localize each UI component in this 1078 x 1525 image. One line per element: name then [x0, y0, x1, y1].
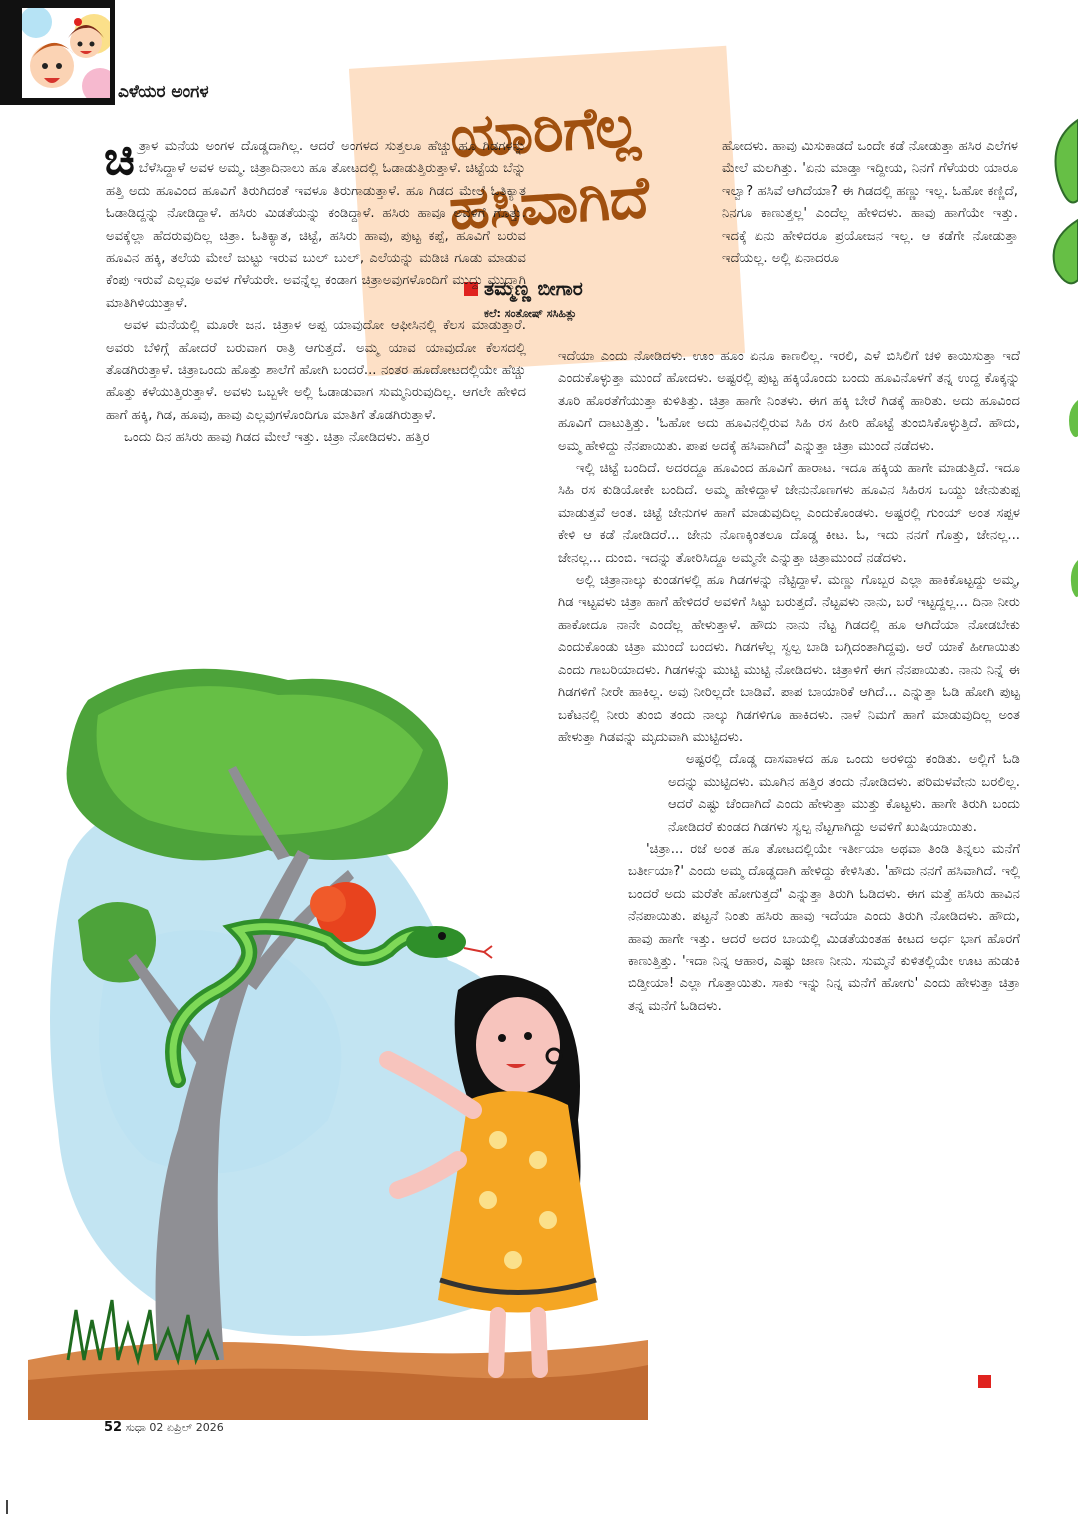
side-leaf-decoration — [1038, 100, 1078, 740]
issue-info: ಸುಧಾ 02 ಏಪ್ರಿಲ್ 2026 — [125, 1421, 224, 1434]
paragraph-1 — [104, 131, 526, 315]
story-title-line1: ಯಾರಿಗೆಲ್ಲ — [448, 91, 642, 171]
kids-logo-icon — [22, 8, 110, 98]
page-footer — [104, 1420, 224, 1435]
art-credit: ಕಲೆ: ಸಂತೋಷ್ ಸಸಿಹಿತ್ಲು — [484, 307, 577, 320]
page-number: 52 — [104, 1420, 123, 1435]
drop-cap: ಚಿ — [104, 131, 135, 185]
story-title-line2: ಹಸಿವಾಗಿದೆ — [447, 162, 652, 243]
paragraph-1-text: ತ್ರಾಳ ಮನೆಯ ಅಂಗಳ ದೊಡ್ಡದಾಗಿಲ್ಲ. ಆದರೆ ಅಂಗಳದ ಸುತ್ತಲೂ ಹೆಚ್ಚು ಹೂ ಗಿಡಗಳನ್ನು ಬೆಳೆಸಿದ್ದಾಳೆ ಅವಳ ಅಮ್ಮ. ಚಿತ್ರಾದಿನಾಲು ಹೂ ತೋಟದಲ್ಲಿ ಓಡಾಡುತ್ತಿರುತ್ತಾಳೆ. ಚಿಟ್ಟೆಯ ಬೆನ್ನು ಹತ್ತಿ ಅದು ಹೂವಿಂದ ಹೂವಿಗೆ ತಿರುಗಿದಂತೆ ಇವಳೂ ತಿರುಗಾಡುತ್ತಾಳೆ. ಹೂ ಗಿಡದ ಮೇಲೆ ಓತಿಕ್ಯಾತ ಓಡಾಡಿದ್ದನ್ನು ನೋಡಿದ್ದಾಳೆ. ಹಸಿರು ಮಿಡತೆಯನ್ನು ಕಂಡಿದ್ದಾಳೆ. ಹಸಿರು ಹಾವೂ ಅವಳಿಗೆ ಗೊತ್ತು. ಅವಕ್ಕೆಲ್ಲಾ ಹೆದರುವುದಿಲ್ಲ ಚಿತ್ರಾ. ಓತಿಕ್ಯಾತ, ಚಿಟ್ಟೆ, ಹಸಿರು ಹಾವು, ಪುಟ್ಟ ಕಪ್ಪೆ, ಹೂವಿಗೆ ಬರುವ ಹೂವಿನ ಹಕ್ಕಿ, ತಲೆಯ ಮೇಲೆ ಜುಟ್ಟು ಇರುವ ಬುಲ್ ಬುಲ್, ಎಲೆಯನ್ನು ಮಡಿಚಿ ಗೂಡು ಮಾಡುವ ಕೆಂಪು ಇರುವೆ ಎಲ್ಲವೂ ಅವಳ ಗೆಳೆಯರೇ. ಅವನ್ನೆಲ್ಲ ಕಂಡಾಗ ಚಿತ್ರಾಅವುಗಳೊಂದಿಗೆ ಮುದ್ದು ಮುದ್ದಾಗಿ ಮಾತಿಗಿಳಿಯುತ್ತಾಳೆ. — [106, 139, 526, 311]
paragraph-5: ಇಲ್ಲಿ ಚಿಟ್ಟೆ ಬಂದಿದೆ. ಅದರದ್ದೂ ಹೂವಿಂದ ಹೂವಿಗೆ ಹಾರಾಟ. ಇದೂ ಹಕ್ಕಿಯ ಹಾಗೇ ಮಾಡುತ್ತಿದೆ. ಇದೂ ಸಿಹಿ ರಸ ಕುಡಿಯೋಕೇ ಬಂದಿದೆ. ಅಮ್ಮ ಹೇಳಿದ್ದಾಳೆ ಜೇನುನೊಣಗಳು ಹೂವಿನ ಸಿಹಿರಸ ಒಯ್ದು ಜೇನುತುಪ್ಪ ಮಾಡುತ್ತವೆ ಅಂತ. ಚಿಟ್ಟೆ ಜೇನುಗಳ ಹಾಗೆ ಮಾಡುವುದಿಲ್ಲ ಎಂದುಕೊಂಡಳು. ಅಷ್ಟರಲ್ಲಿ ಗುಂಯ್ ಅಂತ ಸಪ್ಪಳ ಕೇಳಿ ಆ ಕಡೆ ನೋಡಿದರೆ... ಜೇನು ನೊಣಕ್ಕಿಂತಲೂ ದೊಡ್ಡ ಕೀಟ. ಓ, ಇದು ನನಗೆ ಗೊತ್ತು, ಜೇನಲ್ಲ... ಜೇನಲ್ಲ... ದುಂಬಿ. ಇದನ್ನು ತೋರಿಸಿದ್ದೂ ಅಮ್ಮನೇ ಎನ್ನುತ್ತಾ ಚಿತ್ರಾಮುಂದೆ ನಡೆದಳು. — [558, 461, 1020, 566]
right-column-top: ಹೋದಳು. ಹಾವು ಮಿಸುಕಾಡದೆ ಒಂದೇ ಕಡೆ ನೋಡುತ್ತಾ ಹಸಿರ ಎಲೆಗಳ ಮೇಲೆ ಮಲಗಿತ್ತು. 'ಏನು ಮಾಡ್ತಾ ಇದ್ದೀಯ, ನಿನಗೆ ಗೆಳೆಯರು ಯಾರೂ ಇಲ್ವಾ? ಹಸಿವೆ ಆಗಿದೆಯಾ? ಈ ಗಿಡದಲ್ಲಿ ಹಣ್ಣು ಇಲ್ಲ. ಓಹೋ ಕಣ್ಣಿದೆ, ನಿನಗೂ ಕಾಣುತ್ತಲ್ಲ' ಎಂದೆಲ್ಲ ಹೇಳಿದಳು. ಹಾವು ಹಾಗೆಯೇ ಇತ್ತು. ಇದಕ್ಕೆ ಏನು ಹೇಳಿದರೂ ಪ್ರಯೋಜನ ಇಲ್ಲ. ಆ ಕಡೆಗೇ ನೋಡುತ್ತಾ ಇದೆಯಲ್ಲ. ಅಲ್ಲಿ ಏನಾದರೂ — [722, 139, 1018, 267]
end-marker-icon — [978, 1375, 991, 1388]
paragraph-6: ಅಲ್ಲಿ ಚಿತ್ರಾನಾಲ್ಕು ಕುಂಡಗಳಲ್ಲಿ ಹೂ ಗಿಡಗಳನ್ನು ನೆಟ್ಟಿದ್ದಾಳೆ. ಮಣ್ಣು ಗೊಬ್ಬರ ಎಲ್ಲಾ ಹಾಕಿಕೊಟ್ಟದ್ದು ಅಮ್ಮ, ಗಿಡ ಇಟ್ಟವಳು ಚಿತ್ರಾ ಹಾಗೆ ಹೇಳಿದರೆ ಅವಳಿಗೆ ಸಿಟ್ಟು ಬರುತ್ತದೆ. ನೆಟ್ಟವಳು ನಾನು, ಬರೆ ಇಟ್ಟದ್ದಲ್ಲ... ದಿನಾ ನೀರು ಹಾಕೋದೂ ನಾನೇ ಎಂದೆಲ್ಲ ಹೇಳುತ್ತಾಳೆ. ಹೌದು ನಾನು ನೆಟ್ಟ ಗಿಡದಲ್ಲಿ ಹೂ ಆಗಿದೆಯಾ ನೋಡಬೇಕು ಎಂದುಕೊಂಡು ಚಿತ್ರಾ ಮುಂದೆ ಬಂದಳು. ಗಿಡಗಳೆಲ್ಲ ಸ್ವಲ್ಪ ಬಾಡಿ ಬಗ್ಗಿದಂತಾಗಿದ್ದವು. ಅರೆ ಯಾಕೆ ಹೀಗಾಯಿತು ಎಂದು ಗಾಬರಿಯಾದಳು. ಗಿಡಗಳನ್ನು ಮುಟ್ಟಿ ಮುಟ್ಟಿ ನೋಡಿದಳು. ಚಿತ್ರಾಳಿಗೆ ಈಗ ನೆನಪಾಯಿತು. ನಾನು ನಿನ್ನೆ ಈ ಗಿಡಗಳಿಗೆ ನೀರೇ ಹಾಕಿಲ್ಲ. ಅವು ನೀರಿಲ್ಲದೇ ಬಾಡಿವೆ. ಪಾಪ ಬಾಯಾರಿಕೆ ಆಗಿದೆ... ಎನ್ನುತ್ತಾ ಓಡಿ ಹೋಗಿ ಪುಟ್ಟ ಬಕೆಟನಲ್ಲಿ ನೀರು ತುಂಬಿ ತಂದು ನಾಲ್ಕು ಗಿಡಗಳಿಗೂ ಹಾಕಿದಳು. ನಾಳೆ ನಿಮಗೆ ಹಾಗೆ ಮಾಡುವುದಿಲ್ಲ ಅಂತ ಹೇಳುತ್ತಾ ಗಿಡವನ್ನು ಮೃದುವಾಗಿ ಮುಟ್ಟಿದಳು. — [558, 573, 1020, 745]
paragraph-4: ಇದೆಯಾ ಎಂದು ನೋಡಿದಳು. ಊಂ ಹೂಂ ಏನೂ ಕಾಣಲಿಲ್ಲ. ಇರಲಿ, ಎಳೆ ಬಿಸಿಲಿಗೆ ಚಳಿ ಕಾಯಿಸುತ್ತಾ ಇದೆ ಎಂದುಕೊಳ್ಳುತ್ತಾ ಮುಂದೆ ಹೋದಳು. ಅಷ್ಟರಲ್ಲಿ ಪುಟ್ಟ ಹಕ್ಕಿಯೊಂದು ಬಂದು ಹೂವಿನೊಳಗೆ ತನ್ನ ಉದ್ದ ಕೊಕ್ಕನ್ನು ತೂರಿ ಹೊರತೆಗೆಯುತ್ತಾ ಕುಳಿತಿತ್ತು. ಚಿತ್ರಾ ಹಾಗೇ ನಿಂತಳು. ಈಗ ಹಕ್ಕಿ ಬೇರೆ ಗಿಡಕ್ಕೆ ಹಾರಿತು. ಅದು ಹೂವಿಂದ ಹೂವಿಗೆ ದಾಟುತ್ತಿತ್ತು. 'ಓಹೋ ಅದು ಹೂವಿನಲ್ಲಿರುವ ಸಿಹಿ ರಸ ಹೀರಿ ಹೊಟ್ಟೆ ತುಂಬಿಸಿಕೊಳ್ಳುತ್ತಿದೆ. ಹೌದು, ಅಮ್ಮ ಹೇಳಿದ್ದು ನೆನಪಾಯಿತು. ಪಾಪ ಅದಕ್ಕೆ ಹಸಿವಾಗಿದೆ' ಎನ್ನುತ್ತಾ ಚಿತ್ರಾ ಮುಂದೆ ನಡೆದಳು. — [558, 349, 1020, 454]
author-name: ತಮ್ಮಣ್ಣ ಬೀಗಾರ — [484, 278, 583, 300]
paragraph-7: ಅಷ್ಟರಲ್ಲಿ ದೊಡ್ಡ ದಾಸವಾಳದ ಹೂ ಒಂದು ಅರಳಿದ್ದು ಕಂಡಿತು. ಅಲ್ಲಿಗೆ ಓಡಿ ಅದನ್ನು ಮುಟ್ಟಿದಳು. ಮೂಗಿನ ಹತ್ತಿರ ತಂದು ನೋಡಿದಳು. ಪರಿಮಳವೇನು ಬರಲಿಲ್ಲ. ಆದರೆ ಎಷ್ಟು ಚೆಂದಾಗಿದೆ ಎಂದು ಹೇಳುತ್ತಾ ಮುತ್ತು ಕೊಟ್ಟಳು. ಹಾಗೇ ತಿರುಗಿ ಬಂದು ನೋಡಿದರೆ ಕುಂಡದ ಗಿಡಗಳು ಸ್ವಲ್ಪ ನೆಟ್ಟಗಾಗಿದ್ದು ಅವಳಿಗೆ ಖುಷಿಯಾಯಿತು. — [668, 752, 1020, 835]
paragraph-8: 'ಚಿತ್ರಾ... ರಜೆ ಅಂತ ಹೂ ತೋಟದಲ್ಲಿಯೇ ಇರ್ತೀಯಾ ಅಥವಾ ತಿಂಡಿ ತಿನ್ನಲು ಮನೆಗೆ ಬರ್ತೀಯಾ?' ಎಂದು ಅಮ್ಮ ದೊಡ್ಡದಾಗಿ ಹೇಳಿದ್ದು ಕೇಳಿಸಿತು. 'ಹೌದು ನನಗೆ ಹಸಿವಾಗಿದೆ. ಇಲ್ಲಿ ಬಂದರೆ ಅದು ಮರೆತೇ ಹೋಗುತ್ತದೆ' ಎನ್ನುತ್ತಾ ತಿರುಗಿ ಓಡಿದಳು. ಈಗ ಮತ್ತೆ ಹಸಿರು ಹಾವಿನ ನೆನಪಾಯಿತು. ಪಟ್ಟನೆ ನಿಂತು ಹಸಿರು ಹಾವು ಇದೆಯಾ ಎಂದು ತಿರುಗಿ ನೋಡಿದಳು. ಹೌದು, ಹಾವು ಹಾಗೇ ಇತ್ತು. ಆದರೆ ಅದರ ಬಾಯಲ್ಲಿ ಮಿಡತೆಯಂತಹ ಕೀಟದ ಅರ್ಧ ಭಾಗ ಹೊರಗೆ ಕಾಣುತ್ತಿತ್ತು. 'ಇದಾ ನಿನ್ನ ಆಹಾರ, ಎಷ್ಟು ಜಾಣ ನೀನು. ಸುಮ್ಮನೆ ಕುಳಿತಲ್ಲಿಯೇ ಊಟ ಹುಡುಕಿ ಬಿಡ್ತೀಯಾ! ಎಲ್ಲಾ ಗೊತ್ತಾಯಿತು. ಸಾಕು ಇನ್ನು ನಿನ್ನ ಮನೆಗೆ ಹೋಗು' ಎಂದು ಹೇಳುತ್ತಾ ಚಿತ್ರಾ ತನ್ನ ಮನೆಗೆ ಓಡಿದಳು. — [628, 841, 1020, 1014]
crop-mark — [6, 1500, 8, 1514]
paragraph-2: ಅವಳ ಮನೆಯಲ್ಲಿ ಮೂರೇ ಜನ. ಚಿತ್ರಾಳ ಅಪ್ಪ ಯಾವುದೋ ಆಫೀಸಿನಲ್ಲಿ ಕೆಲಸ ಮಾಡುತ್ತಾರೆ. ಅವರು ಬೆಳಿಗ್ಗೆ ಹೋದರೆ ಬರುವಾಗ ರಾತ್ರಿ ಆಗುತ್ತದೆ. ಅಮ್ಮ ಯಾವ ಯಾವುದೋ ಕೆಲಸದಲ್ಲಿ ತೊಡಗಿರುತ್ತಾಳೆ. ಚಿತ್ರಾಒಂದು ಹೊತ್ತು ಶಾಲೆಗೆ ಹೋಗಿ ಬಂದರೆ... ನಂತರ ಹೂದೋಟದಲ್ಲಿಯೇ ಹೆಚ್ಚು ಹೊತ್ತು ಕಳೆಯುತ್ತಿರುತ್ತಾಳೆ. ಅವಳು ಒಬ್ಬಳೇ ಅಲ್ಲಿ ಓಡಾಡುವಾಗ ಸುಮ್ಮನಿರುವುದಿಲ್ಲ. ಆಗಲೇ ಹೇಳಿದ ಹಾಗೆ ಹಕ್ಕಿ, ಗಿಡ, ಹೂವು, ಹಾವು ಎಲ್ಲವುಗಳೊಂದಿಗೂ ಮಾತಿಗೆ ತೊಡಗಿರುತ್ತಾಳೆ. — [106, 318, 526, 423]
left-column — [104, 131, 526, 450]
section-label: ಎಳೆಯರ ಅಂಗಳ — [118, 82, 209, 102]
paragraph-3: ಒಂದು ದಿನ ಹಸಿರು ಹಾವು ಗಿಡದ ಮೇಲೆ ಇತ್ತು. ಚಿತ್ರಾ ನೋಡಿದಳು. ಹತ್ತಿರ — [124, 430, 430, 446]
story-illustration — [28, 660, 648, 1420]
